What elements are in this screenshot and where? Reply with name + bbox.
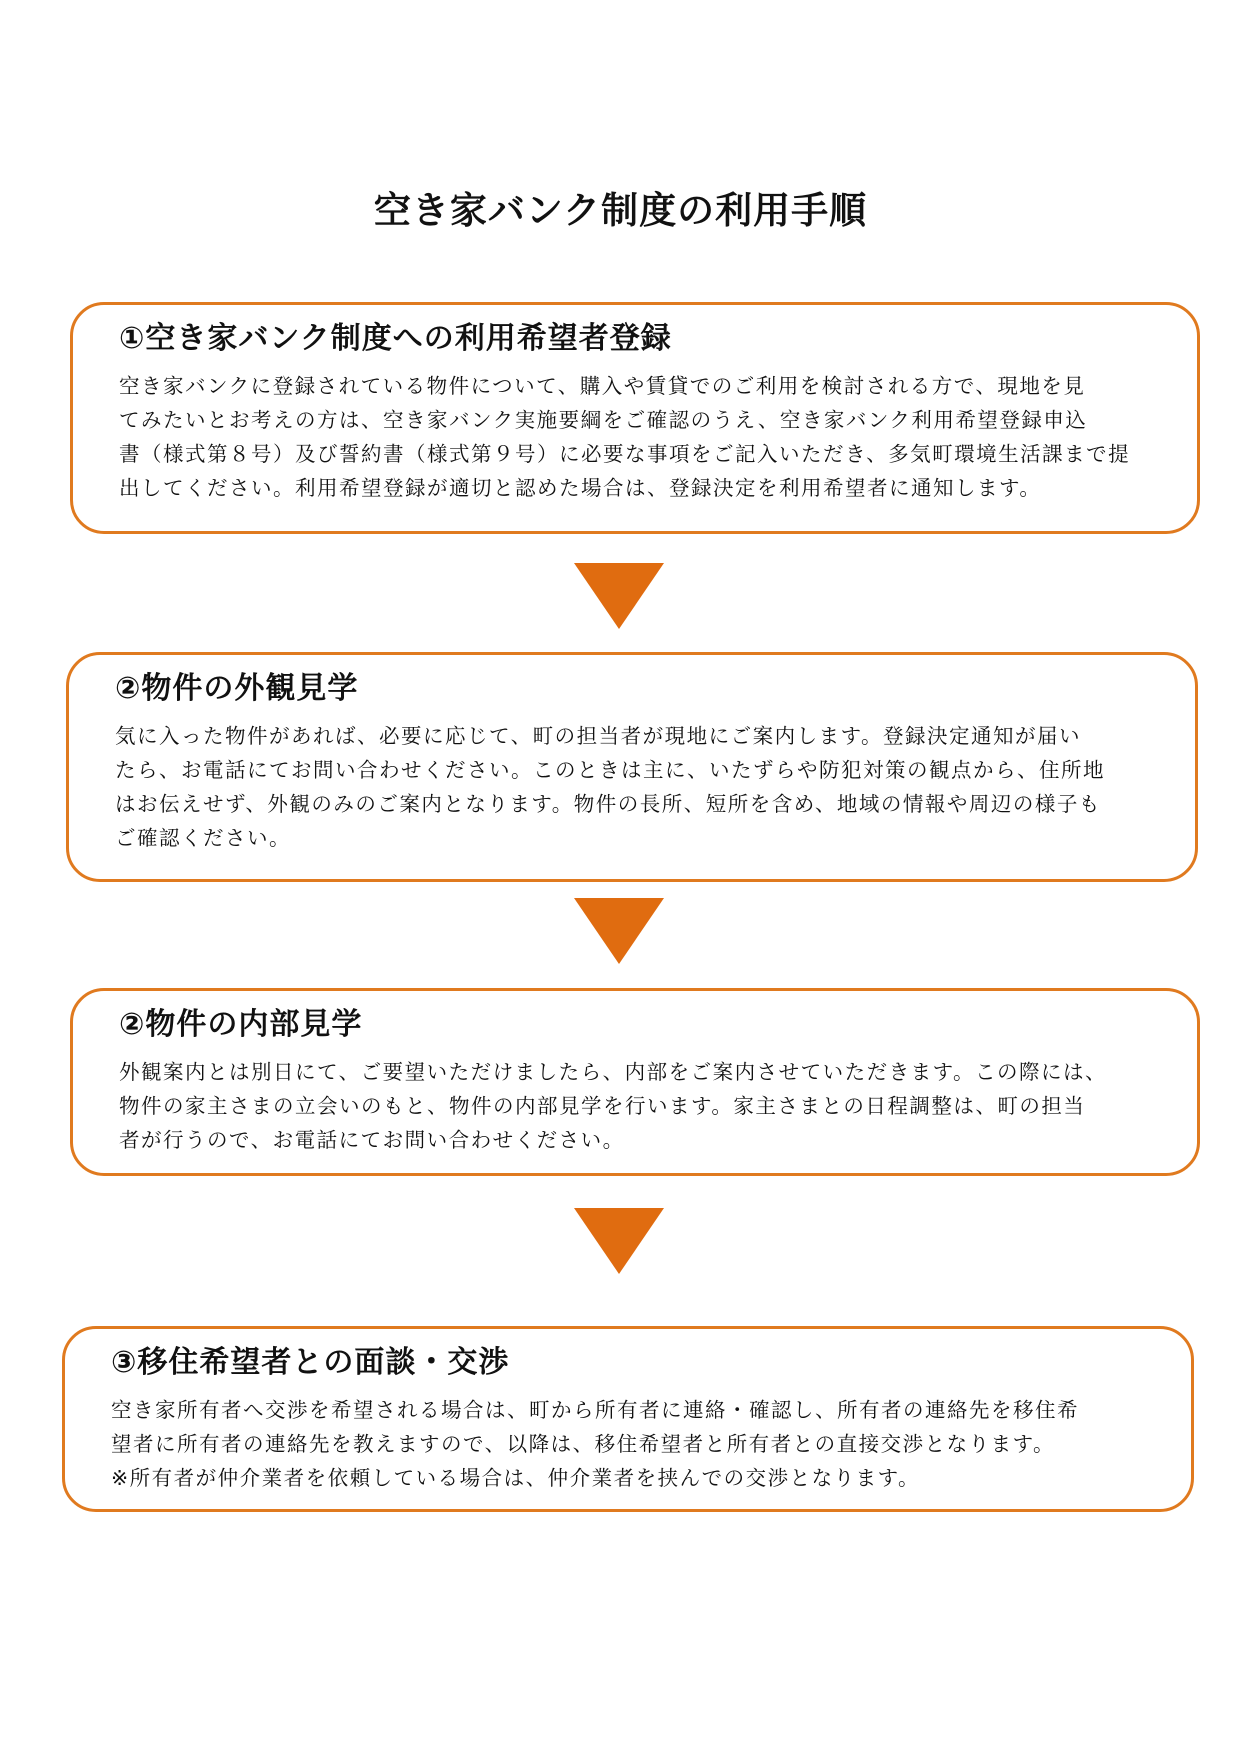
step-3-body: 外観案内とは別日にて、ご要望いただけましたら、内部をご案内させていただきます。この際には、 物件の家主さまの立会いのもと、物件の内部見学を行います。家主さまとの日程調整は、町の担当 者が行うので、お電話にてお問い合わせください。 [119, 1060, 1107, 1152]
page-title: 空き家バンク制度の利用手順 [373, 188, 868, 232]
step-2-box [66, 652, 1198, 882]
step-2-heading: ②物件の外観見学 [115, 671, 359, 706]
down-triangle-icon [574, 1208, 664, 1274]
step-4-heading: ③移住希望者との面談・交渉 [111, 1345, 510, 1380]
step-3-heading: ②物件の内部見学 [119, 1007, 363, 1042]
down-triangle-icon [574, 898, 664, 964]
step-1-box [70, 302, 1200, 534]
down-triangle-icon [574, 563, 664, 629]
step-1-heading: ①空き家バンク制度への利用希望者登録 [119, 321, 672, 356]
step-2-body: 気に入った物件があれば、必要に応じて、町の担当者が現地にご案内します。登録決定通知が届い たら、お電話にてお問い合わせください。このときは主に、いたずらや防犯対策の観点から、住所地 はお伝えせず、外観のみのご案内となります。物件の長所、短所を含め、地域の情報や周辺の様子も ご確認ください。 [115, 724, 1105, 850]
step-4-box [62, 1326, 1194, 1512]
step-4-body: 空き家所有者へ交渉を希望される場合は、町から所有者に連絡・確認し、所有者の連絡先を移住希 望者に所有者の連絡先を教えますので、以降は、移住希望者と所有者との直接交渉となります。 ※所有者が仲介業者を依頼している場合は、仲介業者を挟んでの交渉となります。 [111, 1398, 1079, 1490]
step-1-body: 空き家バンクに登録されている物件について、購入や賃貸でのご利用を検討される方で、現地を見 てみたいとお考えの方は、空き家バンク実施要綱をご確認のうえ、空き家バンク利用希望登録申込 書（様式第８号）及び誓約書（様式第９号）に必要な事項をご記入いただき、多気町環境生活課まで提 出してください。利用希望登録が適切と認めた場合は、登録決定を利用希望者に通知します。 [119, 374, 1131, 500]
step-3-box [70, 988, 1200, 1176]
